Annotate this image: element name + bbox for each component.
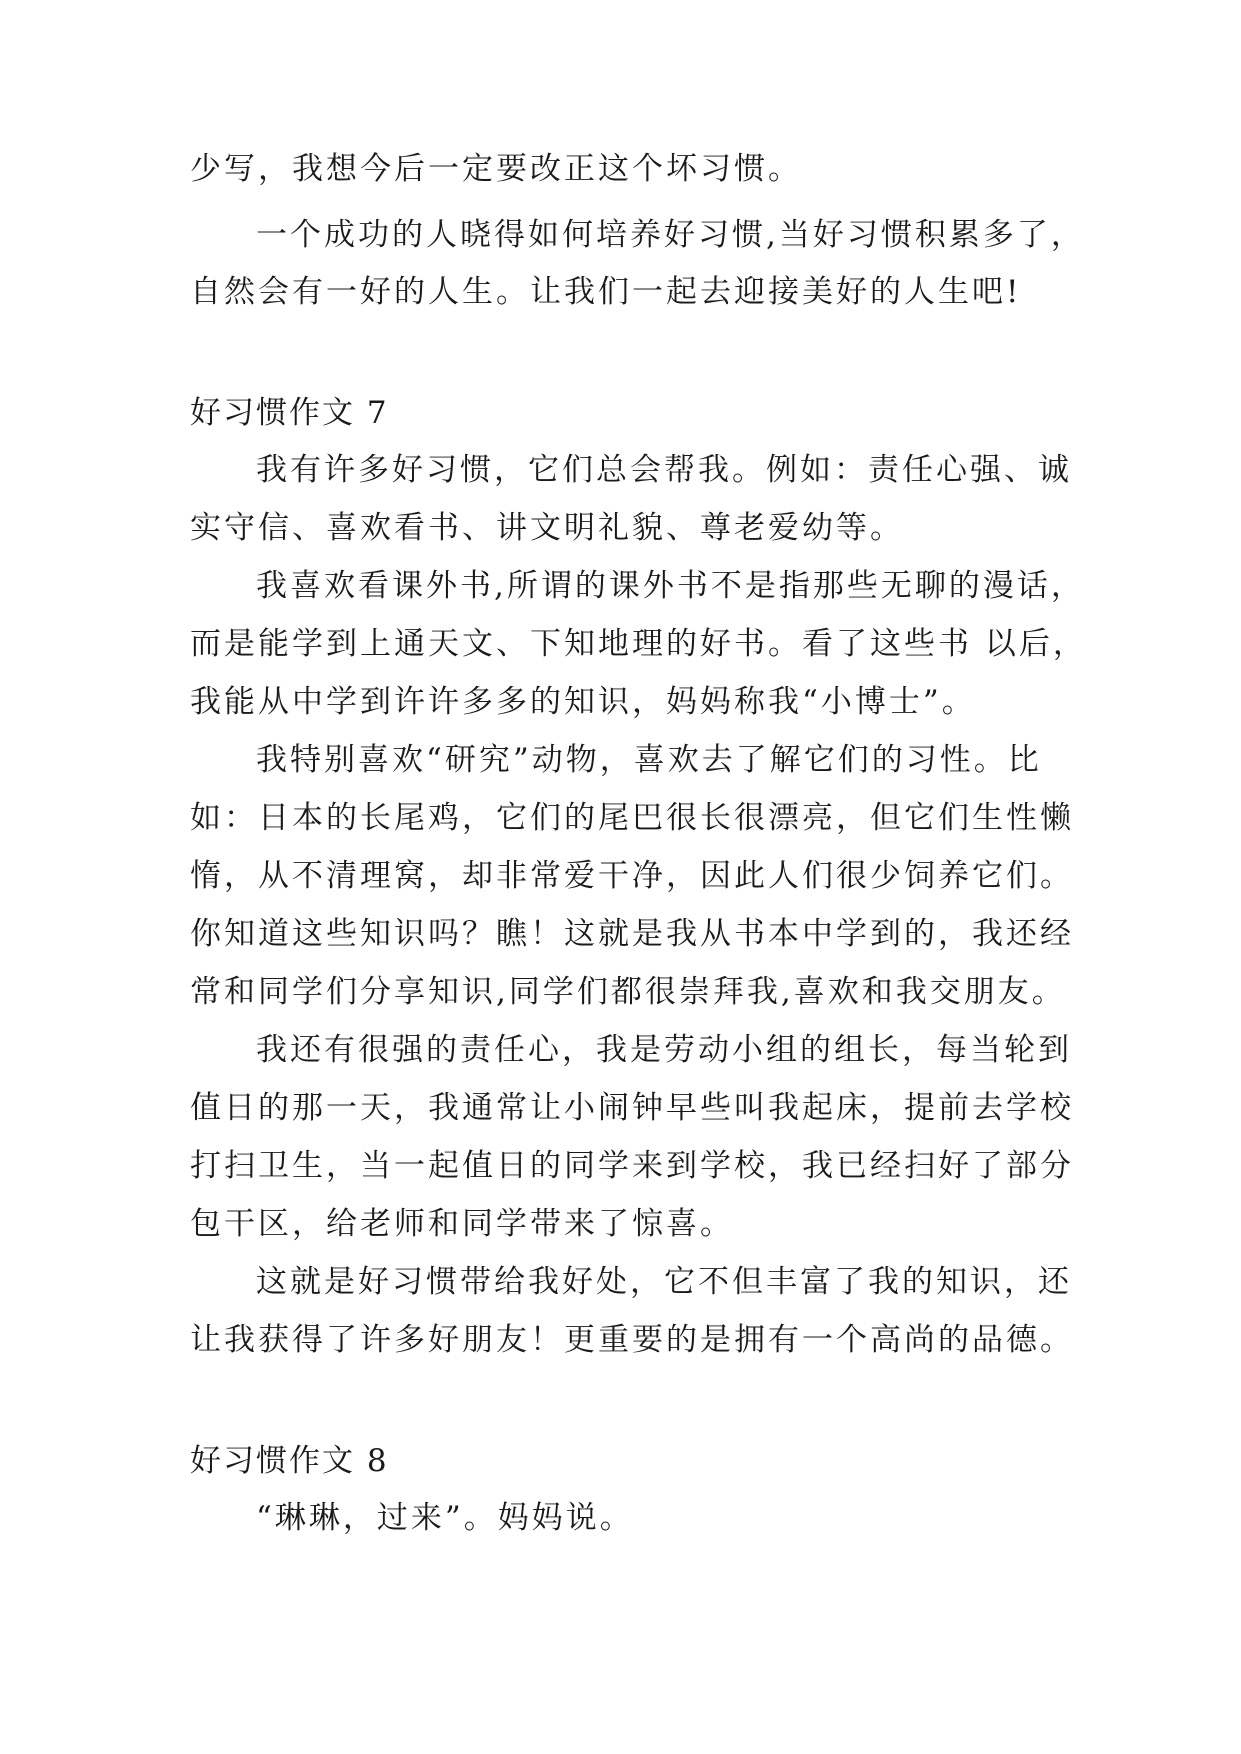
text-line: 打扫卫生，当一起值日的同学来到学校，我已经扫好了部分: [190, 1148, 1074, 1184]
text-line: 少写，我想今后一定要改正这个坏习惯。: [190, 151, 802, 187]
text-line: 常和同学们分享知识,同学们都很崇拜我,喜欢和我交朋友。: [190, 974, 1066, 1010]
paragraph-first-line: 我特别喜欢“研究”动物，喜欢去了解它们的习性。比: [256, 742, 1042, 778]
text-line: 惰，从不清理窝，却非常爱干净，因此人们很少饲养它们。: [190, 858, 1074, 894]
paragraph-first-line: 我喜欢看课外书,所谓的课外书不是指那些无聊的漫话，: [256, 568, 1085, 604]
paragraph-first-line: 我还有很强的责任心，我是劳动小组的组长，每当轮到: [256, 1032, 1072, 1068]
text-line: 而是能学到上通天文、下知地理的好书。看了这些书 以后，: [190, 626, 1087, 662]
paragraph-first-line: 我有许多好习惯，它们总会帮我。例如：责任心强、诚: [256, 452, 1072, 488]
section-heading-7: 好习惯作文 7: [190, 395, 389, 431]
text-line: 值日的那一天，我通常让小闹钟早些叫我起床，提前去学校: [190, 1090, 1074, 1126]
paragraph-first-line: “琳琳，过来”。妈妈说。: [256, 1500, 634, 1536]
text-line: 包干区，给老师和同学带来了惊喜。: [190, 1206, 734, 1242]
text-line: 让我获得了许多好朋友！更重要的是拥有一个高尚的品德。: [190, 1322, 1074, 1358]
text-line: 你知道这些知识吗？瞧！这就是我从书本中学到的，我还经: [190, 916, 1074, 952]
paragraph-first-line: 这就是好习惯带给我好处，它不但丰富了我的知识，还: [256, 1264, 1072, 1300]
paragraph-first-line: 一个成功的人晓得如何培养好习惯,当好习惯积累多了，: [256, 217, 1085, 253]
text-line: 我能从中学到许许多多的知识，妈妈称我“小博士”。: [190, 684, 976, 720]
text-line: 实守信、喜欢看书、讲文明礼貌、尊老爱幼等。: [190, 510, 904, 546]
text-line: 如：日本的长尾鸡，它们的尾巴很长很漂亮，但它们生性懒: [190, 800, 1074, 836]
section-heading-8: 好习惯作文 8: [190, 1443, 389, 1479]
text-line: 自然会有一好的人生。让我们一起去迎接美好的人生吧!: [190, 274, 1022, 310]
